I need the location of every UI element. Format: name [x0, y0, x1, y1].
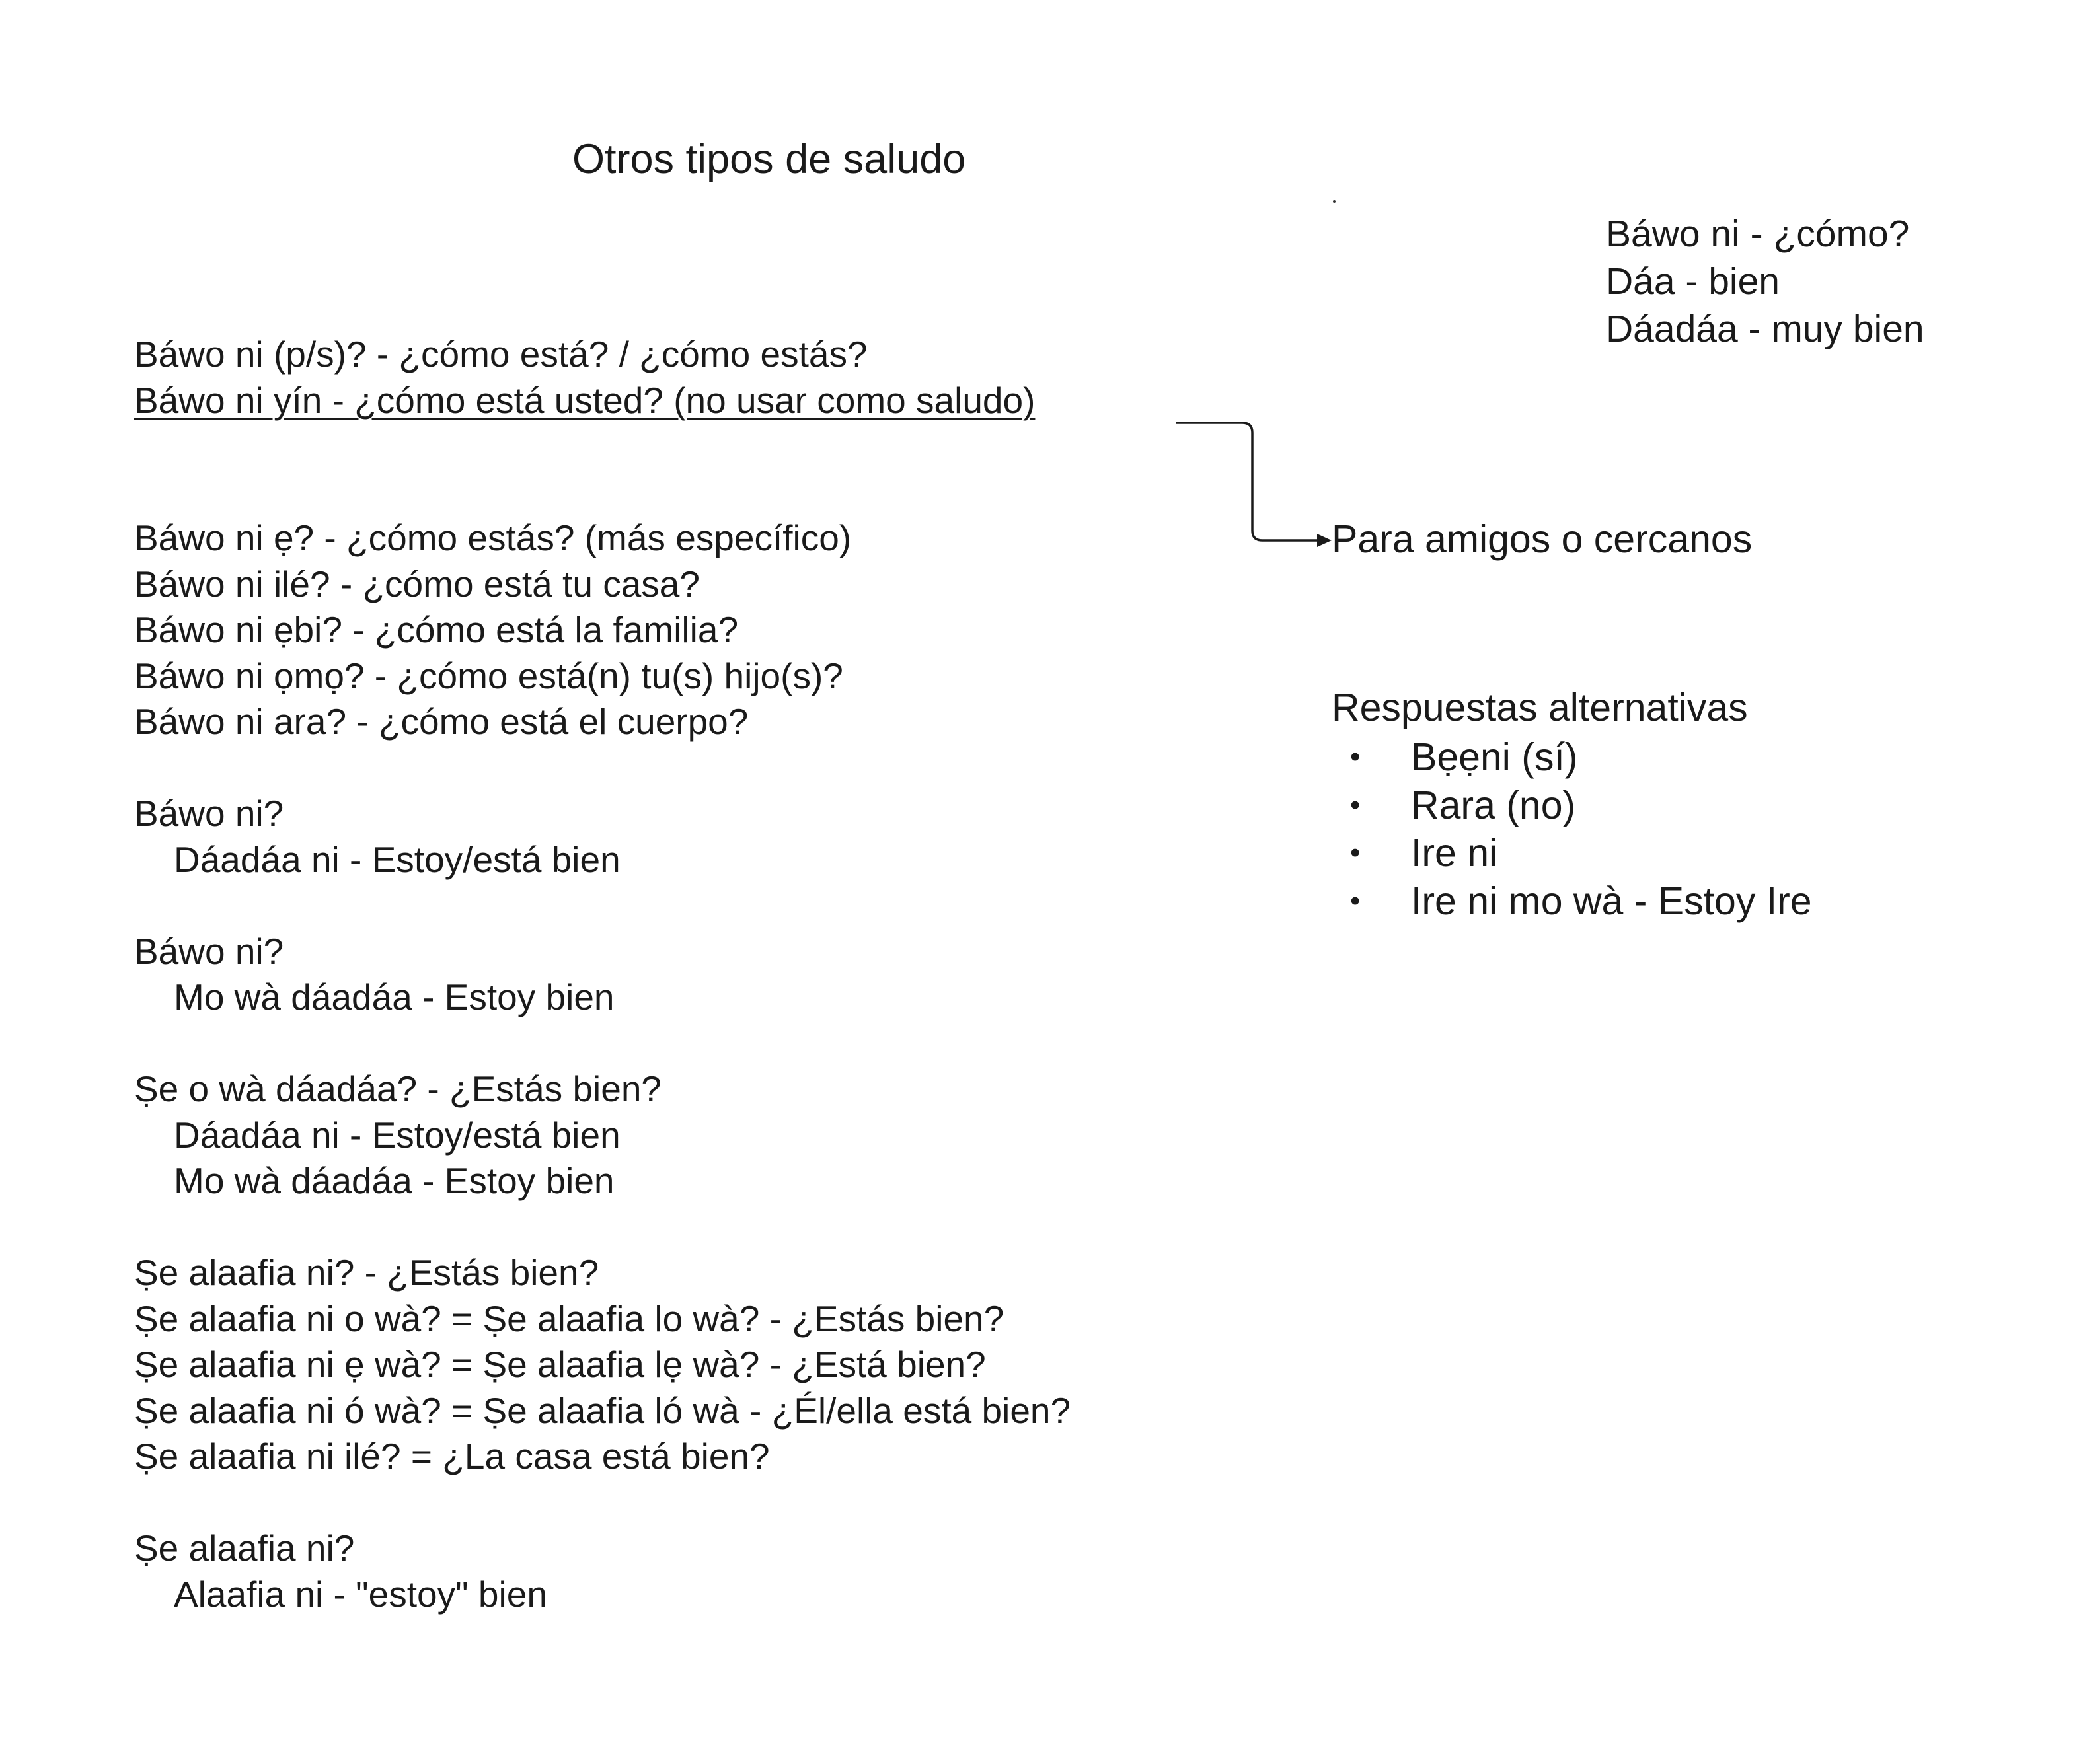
- list-item: • Bẹẹni (sí): [1332, 733, 1812, 782]
- greeting-answer: Mo wà dáadáa - Estoy bien: [174, 976, 615, 1017]
- list-item: • Ire ni: [1332, 829, 1812, 877]
- vocab-line: Dáa - bien: [1606, 260, 1780, 303]
- greeting-line: Ṣe alaafia ni? - ¿Estás bien?: [134, 1252, 599, 1293]
- greeting-question: Ṣe o wà dáadáa? - ¿Estás bien?: [134, 1068, 662, 1109]
- greeting-line-underlined: Báwo ni yín - ¿cómo está usted? (no usar como saludo): [134, 379, 1036, 421]
- greeting-line: Ṣe alaafia ni o wà? = Ṣe alaafia lo wà? - ¿Estás bien?: [134, 1298, 1004, 1339]
- greeting-line: Báwo ni ẹ? - ¿cómo estás? (más específico): [134, 517, 852, 558]
- greeting-line: Báwo ni ẹbi? - ¿cómo está la familia?: [134, 609, 739, 650]
- arrowhead-icon: [1317, 534, 1332, 547]
- page-title: Otros tipos de saludo: [572, 136, 966, 182]
- greeting-line: Báwo ni ara? - ¿cómo está el cuerpo?: [134, 701, 749, 742]
- vocab-line: Dáadáa - muy bien: [1606, 308, 1924, 350]
- greeting-line: Ṣe alaafia ni ilé? = ¿La casa está bien?: [134, 1436, 770, 1477]
- greeting-answer: Mo wà dáadáa - Estoy bien: [174, 1160, 615, 1201]
- greeting-line: Báwo ni ilé? - ¿cómo está tu casa?: [134, 563, 700, 605]
- greeting-line: Báwo ni (p/s)? - ¿cómo está? / ¿cómo estás?: [134, 334, 868, 375]
- arrow-annotation: Para amigos o cercanos: [1332, 517, 1753, 561]
- greeting-line: Báwo ni ọmọ? - ¿cómo está(n) tu(s) hijo(s)?: [134, 655, 843, 696]
- greeting-line: Ṣe alaafia ni ẹ wà? = Ṣe alaafia lẹ wà? - ¿Está bien?: [134, 1344, 986, 1385]
- greeting-answer: Alaafia ni - "estoy" bien: [174, 1573, 547, 1615]
- list-item: • Ire ni mo wà - Estoy Ire: [1332, 877, 1812, 926]
- greeting-question: Ṣe alaafia ni?: [134, 1527, 355, 1568]
- list-item: • Rara (no): [1332, 782, 1812, 830]
- alternatives-list: [1332, 733, 1812, 925]
- greeting-answer: Dáadáa ni - Estoy/está bien: [174, 1114, 621, 1156]
- vocab-line: Báwo ni - ¿cómo?: [1606, 213, 1910, 255]
- greeting-question: Báwo ni?: [134, 930, 284, 972]
- greeting-line: Ṣe alaafia ni ó wà? = Ṣe alaafia ló wà - ¿Él/ella está bien?: [134, 1389, 1071, 1431]
- greeting-question: Báwo ni?: [134, 793, 284, 834]
- greeting-answer: Dáadáa ni - Estoy/está bien: [174, 838, 621, 880]
- alternatives-title: Respuestas alternativas: [1332, 686, 1748, 729]
